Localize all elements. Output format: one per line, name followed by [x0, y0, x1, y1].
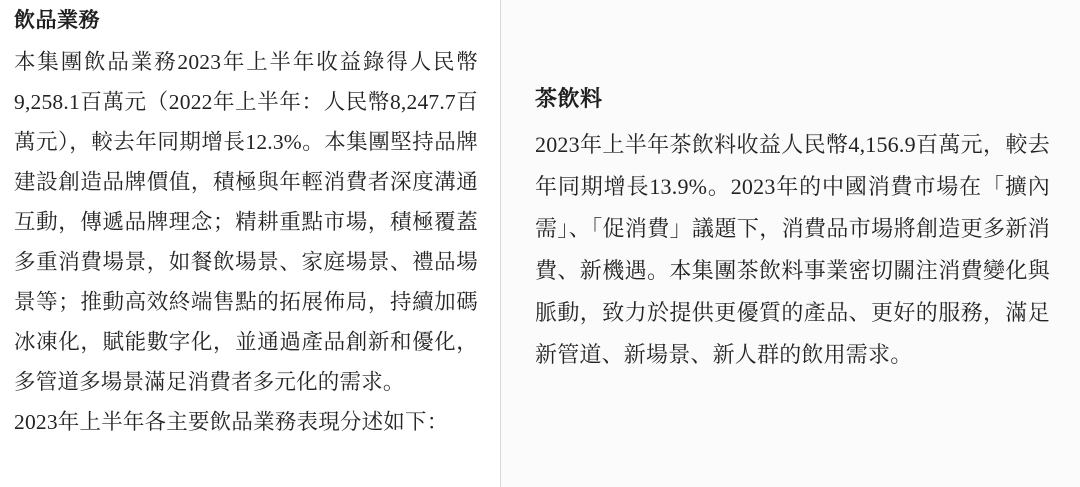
right-column — [501, 0, 1080, 487]
left-column-paragraph-tail: 2023年上半年各主要飲品業務表現分述如下： — [14, 410, 449, 435]
left-column-heading: 飲品業務 — [14, 9, 100, 32]
left-column-paragraph: 本集團飲品業務2023年上半年收益錄得人民幣9,258.1百萬元（2022年上半年：人民幣8,247.7百萬元），較去年同期增長12.3%。本集團堅持品牌建設創造品牌價值，積極與年輕消費者深度溝通互動，傳遞品牌理念；精耕重點市場，積極覆蓋多重消費場景，如餐飲場景、家庭場景、禮品場景等；推動高效終端售點的拓展佈局，持續加碼冰凍化，賦能數字化，並通過產品創新和優化，多管道多場景滿足消費者多元化的需求。 — [14, 50, 478, 395]
right-column-paragraph: 2023年上半年茶飲料收益人民幣4,156.9百萬元，較去年同期增長13.9%。2023年的中國消費市場在「擴內需」、「促消費」議題下，消費品市場將創造更多新消費、新機遇。本集團茶飲料事業密切關注消費變化與脈動，致力於提供更優質的產品、更好的服務，滿足新管道、新場景、新人群的飲用需求。 — [535, 132, 1050, 368]
left-column — [0, 0, 500, 487]
right-column-heading: 茶飲料 — [535, 86, 603, 111]
